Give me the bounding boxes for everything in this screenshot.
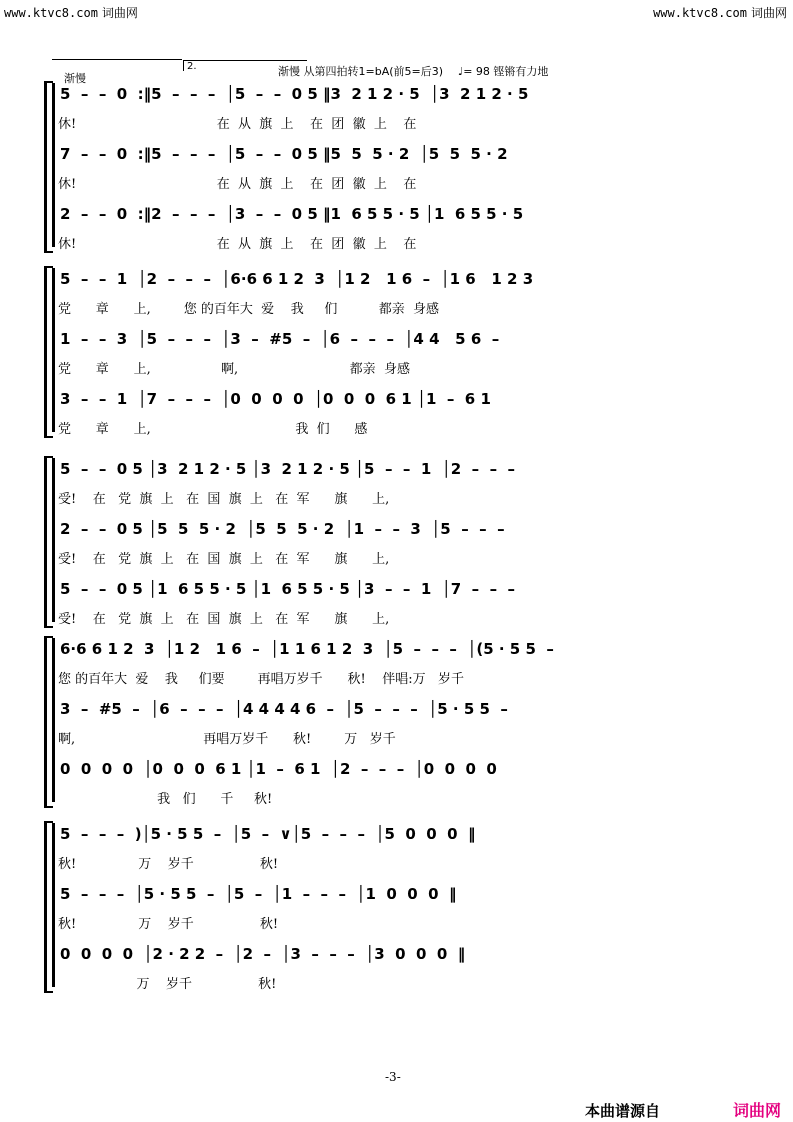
page-number: -3- bbox=[385, 1070, 401, 1084]
lyric-row: 受! 在 党 旗 上 在 国 旗 上 在 军 旗 上, bbox=[58, 552, 390, 567]
slow-marking: 渐慢 bbox=[64, 72, 86, 85]
lyric-row: 秋! 万 岁千 秋! bbox=[58, 917, 279, 932]
site-url: www.ktvc8.com bbox=[653, 6, 747, 20]
lyric-row: 万 岁千 秋! bbox=[58, 977, 277, 992]
notation-row: 3 – #5 – │6 – – – │4 4 4 4 6 – │5 – – – │5 · 5 5 – bbox=[60, 700, 508, 718]
notation-row: 0 0 0 0 │0 0 0 6 1 │1 – 6 1 │2 – – – │0 0 0 0 bbox=[60, 760, 497, 778]
notation-row: 5 – – 0 5 │3 2 1 2 · 5 │3 2 1 2 · 5 │5 – – 1 │2 – – – bbox=[60, 460, 516, 478]
lyric-row: 秋! 万 岁千 秋! bbox=[58, 857, 279, 872]
lyric-row: 党 章 上, 您 的百年大 爱 我 们 都亲 身感 bbox=[58, 302, 439, 317]
notation-row: 0 0 0 0 │2 · 2 2 – │2 – │3 – – – │3 0 0 0 ‖ bbox=[60, 945, 466, 963]
site-name: 词曲网 bbox=[101, 6, 138, 20]
lyric-row: 啊, 再唱万岁千 秋! 万 岁千 bbox=[58, 732, 396, 747]
lyric-row: 休! 在 从 旗 上 在 团 徽 上 在 bbox=[58, 117, 417, 132]
notation-row: 2 – – 0 5 │5 5 5 · 2 │5 5 5 · 2 │1 – – 3 │5 – – – bbox=[60, 520, 505, 538]
notation-row: 5 – – – )│5 · 5 5 – │5 – ∨│5 – – – │5 0 0 0 ‖ bbox=[60, 825, 476, 843]
notation-row: 2 – – 0 :‖2 – – – │3 – – 0 5 ‖1 6 5 5 · 5 │1 6 5 5 · 5 bbox=[60, 205, 524, 223]
system-start-line bbox=[52, 638, 55, 802]
volta-bracket: 2. bbox=[183, 60, 307, 71]
lyric-row: 受! 在 党 旗 上 在 国 旗 上 在 军 旗 上, bbox=[58, 492, 390, 507]
system-start-line bbox=[52, 458, 55, 622]
lyric-row: 休! 在 从 旗 上 在 团 徽 上 在 bbox=[58, 177, 417, 192]
lyric-row: 休! 在 从 旗 上 在 团 徽 上 在 bbox=[58, 237, 417, 252]
notation-row: 5 – – – │5 · 5 5 – │5 – │1 – – – │1 0 0 0 ‖ bbox=[60, 885, 457, 903]
notation-row: 6·6 6 1 2 3 │1 2 1 6 – │1 1 6 1 2 3 │5 – – – │(5 · 5 5 – bbox=[60, 640, 554, 658]
notation-row: 7 – – 0 :‖5 – – – │5 – – 0 5 ‖5 5 5 · 2 │5 5 5 · 2 bbox=[60, 145, 508, 163]
tempo-change: 渐慢 从第四拍转1=bA(前5=后3) bbox=[278, 65, 444, 78]
site-url: www.ktvc8.com bbox=[4, 6, 98, 20]
footer-source: 本曲谱源自 bbox=[585, 1102, 661, 1120]
tempo-value: ♩= 98 铿锵有力地 bbox=[458, 65, 549, 78]
system-start-line bbox=[52, 268, 55, 432]
lyric-row: 我 们 千 秋! bbox=[58, 792, 273, 807]
notation-row: 5 – – 0 :‖5 – – – │5 – – 0 5 ‖3 2 1 2 · 5 │3 2 1 2 · 5 bbox=[60, 85, 529, 103]
notation-row: 5 – – 0 5 │1 6 5 5 · 5 │1 6 5 5 · 5 │3 – – 1 │7 – – – bbox=[60, 580, 516, 598]
lyric-row: 您 的百年大 爱 我 们要 再唱万岁千 秋! 伴唱:万 岁千 bbox=[58, 672, 464, 687]
system-start-line bbox=[52, 823, 55, 987]
lyric-row: 受! 在 党 旗 上 在 国 旗 上 在 军 旗 上, bbox=[58, 612, 390, 627]
notation-row: 5 – – 1 │2 – – – │6·6 6 1 2 3 │1 2 1 6 – │1 6 1 2 3 bbox=[60, 270, 534, 288]
footer-logo[interactable]: 词曲网 bbox=[733, 1101, 782, 1120]
lyric-row: 党 章 上, 我 们 感 bbox=[58, 422, 368, 437]
notation-row: 3 – – 1 │7 – – – │0 0 0 0 │0 0 0 6 1 │1 – 6 1 bbox=[60, 390, 491, 408]
system-start-line bbox=[52, 83, 55, 247]
lyric-row: 党 章 上, 啊, 都亲 身感 bbox=[58, 362, 410, 377]
notation-row: 1 – – 3 │5 – – – │3 – #5 – │6 – – – │4 4 5 6 – bbox=[60, 330, 500, 348]
site-name: 词曲网 bbox=[750, 6, 787, 20]
